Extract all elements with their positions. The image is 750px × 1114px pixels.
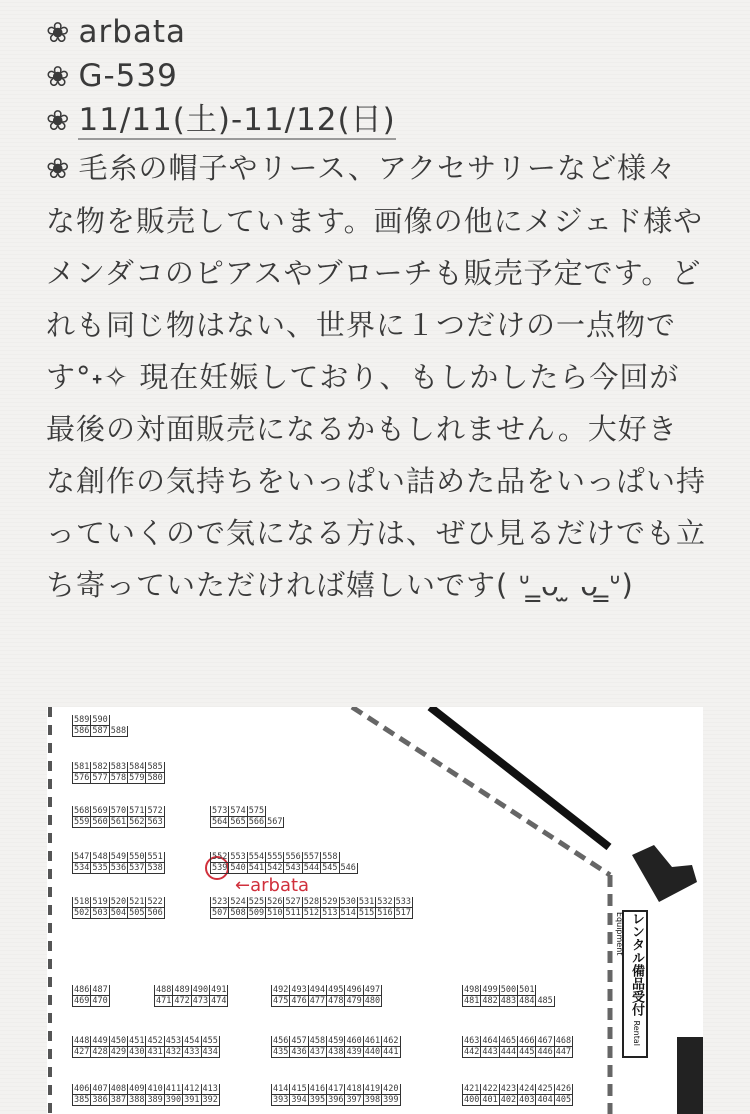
- booth-row-top: [72, 1036, 220, 1047]
- booth-number: 527: [285, 897, 301, 907]
- booth-number: 455: [202, 1036, 218, 1046]
- booth-number: 509: [248, 908, 265, 918]
- booth-number: 423: [500, 1084, 517, 1094]
- flower-icon: ❀: [46, 16, 71, 49]
- booth-number: 394: [291, 1095, 307, 1105]
- booth-block: [462, 985, 555, 1005]
- booth-number: 543: [285, 863, 301, 873]
- booth-number: 422: [482, 1084, 498, 1094]
- booth-number: 588: [110, 726, 127, 736]
- booth-number: 428: [92, 1047, 108, 1057]
- pillar-shape: [677, 1037, 703, 1114]
- booth-row-top: [271, 985, 382, 996]
- booth-block: [72, 852, 165, 872]
- booth-number: 546: [340, 863, 356, 873]
- booth-number: 585: [147, 762, 163, 772]
- booth-number: 580: [147, 773, 163, 783]
- booth-number: 442: [464, 1047, 480, 1057]
- booth-number: 502: [74, 908, 90, 918]
- booth-number: 513: [322, 908, 338, 918]
- booth-number: 577: [92, 773, 108, 783]
- booth-number: 464: [482, 1036, 498, 1046]
- booth-number: 506: [147, 908, 163, 918]
- booth-number: 453: [165, 1036, 182, 1046]
- booth-number: 425: [537, 1084, 553, 1094]
- booth-block: [154, 985, 228, 1005]
- booth-number: 448: [74, 1036, 90, 1046]
- booth-number: 431: [147, 1047, 163, 1057]
- booth-number: 526: [267, 897, 283, 907]
- booth-number: 462: [383, 1036, 399, 1046]
- booth-number: 545: [322, 863, 338, 873]
- booth-row-bottom: [72, 908, 165, 919]
- booth-number: 566: [248, 817, 265, 827]
- booth-row-bottom: [72, 773, 165, 784]
- booth-number: 385: [74, 1095, 90, 1105]
- booth-block: [210, 897, 413, 917]
- booth-number: 531: [358, 897, 375, 907]
- booth-number: 528: [303, 897, 320, 907]
- booth-number: 484: [519, 996, 535, 1006]
- booth-row-top: [72, 762, 165, 773]
- booth-number: 436: [291, 1047, 307, 1057]
- booth-number: 397: [346, 1095, 362, 1105]
- booth-number: 586: [74, 726, 90, 736]
- booth-number: 457: [291, 1036, 307, 1046]
- booth-number: 508: [230, 908, 246, 918]
- booth-number: 419: [364, 1084, 381, 1094]
- booth-row-top: [462, 1036, 573, 1047]
- booth-number: 516: [377, 908, 393, 918]
- venue-map: [47, 707, 703, 1114]
- booth-number: 576: [74, 773, 90, 783]
- booth-number: 584: [129, 762, 145, 772]
- booth-number: 416: [309, 1084, 326, 1094]
- booth-number: 400: [464, 1095, 480, 1105]
- rental-equipment-sign: [615, 910, 648, 1058]
- booth-number: 393: [273, 1095, 289, 1105]
- booth-number: 550: [129, 852, 145, 862]
- booth-number: 451: [129, 1036, 145, 1046]
- booth-number: 429: [110, 1047, 127, 1057]
- booth-number: 533: [395, 897, 411, 907]
- booth-number: 446: [537, 1047, 553, 1057]
- booth-number: 437: [309, 1047, 326, 1057]
- booth-number: 554: [248, 852, 265, 862]
- booth-number: 524: [230, 897, 246, 907]
- booth-number: 496: [346, 985, 362, 995]
- booth-number: 390: [165, 1095, 182, 1105]
- booth-number: 438: [328, 1047, 344, 1057]
- booth-number: 450: [110, 1036, 127, 1046]
- booth-number: 412: [184, 1084, 200, 1094]
- booth-number: 472: [174, 996, 190, 1006]
- booth-row-bottom: [210, 863, 358, 874]
- booth-number: 388: [129, 1095, 145, 1105]
- booth-number: 505: [129, 908, 145, 918]
- booth-number: 489: [174, 985, 190, 995]
- booth-number: 479: [346, 996, 362, 1006]
- booth-number: 535: [92, 863, 108, 873]
- booth-number: 570: [110, 806, 127, 816]
- booth-row-bottom: [154, 996, 228, 1007]
- entrance-shape: [632, 845, 697, 902]
- booth-row-bottom: [462, 996, 555, 1007]
- booth-number: 582: [92, 762, 108, 772]
- booth-number: 498: [464, 985, 480, 995]
- booth-number: 441: [383, 1047, 399, 1057]
- booth-number: 547: [74, 852, 90, 862]
- booth-number: 589: [74, 715, 90, 725]
- booth-number: 469: [74, 996, 90, 1006]
- shop-line: [46, 10, 706, 54]
- booth-number: 572: [147, 806, 163, 816]
- booth-number: 410: [147, 1084, 163, 1094]
- booth-number: 477: [309, 996, 326, 1006]
- booth-number: 482: [482, 996, 498, 1006]
- booth-number: 478: [328, 996, 344, 1006]
- booth-number: 470: [92, 996, 108, 1006]
- booth-number: 447: [555, 1047, 572, 1057]
- booth-number: 445: [519, 1047, 535, 1057]
- booth-number: 409: [129, 1084, 145, 1094]
- booth-row-top: [72, 806, 165, 817]
- booth-number: 395: [309, 1095, 326, 1105]
- booth-row-top: [462, 1084, 573, 1095]
- rental-sublabel: Rental Equipment: [615, 912, 641, 1046]
- booth-number: 559: [74, 817, 90, 827]
- booth-block: [271, 1084, 401, 1104]
- booth-number: 561: [110, 817, 127, 827]
- booth-number: 456: [273, 1036, 289, 1046]
- booth-number: 458: [309, 1036, 326, 1046]
- booth-row-top: [271, 1036, 401, 1047]
- booth-number: 571: [129, 806, 145, 816]
- booth-row-top: [72, 852, 165, 863]
- booth-number: 548: [92, 852, 108, 862]
- booth-number: 414: [273, 1084, 289, 1094]
- booth-number: 512: [303, 908, 320, 918]
- booth-number: 467: [537, 1036, 553, 1046]
- booth-row-bottom: [72, 1095, 220, 1106]
- booth-number: 399: [383, 1095, 399, 1105]
- booth-number: 494: [309, 985, 326, 995]
- booth-number: 499: [482, 985, 498, 995]
- booth-row-top: [210, 806, 284, 817]
- booth-row-bottom: [72, 996, 110, 1007]
- booth-number: 434: [202, 1047, 218, 1057]
- booth-number: 492: [273, 985, 289, 995]
- booth-row-top: [271, 1084, 401, 1095]
- booth-number: 538: [147, 863, 163, 873]
- booth-block: [72, 1036, 220, 1056]
- booth-number: 444: [500, 1047, 517, 1057]
- booth-block: [72, 1084, 220, 1104]
- booth-number: 493: [291, 985, 307, 995]
- booth-row-bottom: [462, 1095, 573, 1106]
- booth-number: 401: [482, 1095, 498, 1105]
- booth-number: 433: [184, 1047, 200, 1057]
- booth-row-bottom: [72, 726, 128, 737]
- booth-number: 565: [230, 817, 246, 827]
- booth-number: 542: [267, 863, 283, 873]
- booth-row-top: [210, 852, 358, 863]
- booth-block-highlighted: [210, 852, 358, 872]
- booth-number: 490: [192, 985, 209, 995]
- booth-number: 555: [267, 852, 283, 862]
- shop-name: arbata: [78, 14, 187, 50]
- booth-row-bottom: [271, 1047, 401, 1058]
- booth-number: 491: [211, 985, 227, 995]
- booth-number: 553: [230, 852, 246, 862]
- flower-icon: ❀: [46, 60, 71, 93]
- booth-number: 466: [519, 1036, 535, 1046]
- booth-number: 435: [273, 1047, 289, 1057]
- booth-block: [72, 806, 165, 826]
- booth-number: 413: [202, 1084, 218, 1094]
- booth-number: 389: [147, 1095, 163, 1105]
- booth-block: [271, 1036, 401, 1056]
- booth-number: 471: [156, 996, 172, 1006]
- booth-number: 459: [328, 1036, 344, 1046]
- booth-number: 514: [340, 908, 356, 918]
- booth-row-bottom: [462, 1047, 573, 1058]
- booth-row-top: [72, 985, 110, 996]
- booth-number: 525: [248, 897, 265, 907]
- booth-number: 504: [110, 908, 127, 918]
- booth-number: 537: [129, 863, 145, 873]
- booth-number: 386: [92, 1095, 108, 1105]
- booth-block: [271, 985, 382, 1005]
- booth-number: 521: [129, 897, 145, 907]
- booth-block: [72, 985, 110, 1005]
- booth-row-bottom: [271, 996, 382, 1007]
- diagonal-wall-line: [352, 707, 610, 875]
- booth-number: 515: [358, 908, 375, 918]
- booth-number: 396: [328, 1095, 344, 1105]
- booth-number: 579: [129, 773, 145, 783]
- booth-number: 549: [110, 852, 127, 862]
- booth-number: 519: [92, 897, 108, 907]
- booth-number: 411: [165, 1084, 182, 1094]
- booth-number: 407: [92, 1084, 108, 1094]
- booth-number: 522: [147, 897, 163, 907]
- booth-number: 473: [192, 996, 209, 1006]
- booth-row-top: [72, 715, 128, 726]
- booth-number: 398: [364, 1095, 381, 1105]
- booth-number: 503: [92, 908, 108, 918]
- booth-number: 418: [346, 1084, 362, 1094]
- booth-number: 557: [303, 852, 320, 862]
- booth-number: 540: [230, 863, 246, 873]
- booth-row-top: [72, 897, 165, 908]
- booth-number: 560: [92, 817, 108, 827]
- booth-number: 387: [110, 1095, 127, 1105]
- booth-number: 530: [340, 897, 356, 907]
- booth-number: 424: [519, 1084, 535, 1094]
- booth-number: 406: [74, 1084, 90, 1094]
- booth-number: 567: [267, 817, 283, 827]
- booth-number: 405: [555, 1095, 572, 1105]
- booth-row-top: [210, 897, 413, 908]
- booth-number: 511: [285, 908, 301, 918]
- booth-number: 463: [464, 1036, 480, 1046]
- booth-number: 476: [291, 996, 307, 1006]
- booth-number: 488: [156, 985, 172, 995]
- description-text: 毛糸の帽子やリース、アクセサリーなど様々な物を販売しています。画像の他にメジェド様やメンダコのピアスやブローチも販売予定です。どれも同じ物はない、世界に１つだけの一点物です°˖✧ 現在妊娠しており、もしかしたら今回が最後の対面販売になるかもしれません。大好きな創作の気持ちをいっぱい詰めた品をいっぱい持っていくので気になる方は、ぜひ見るだけでも立ち寄っていただければ嬉しいです( ᐡ ̳ᴗ ̫ ᴗ ̳ᐡ): [46, 151, 707, 602]
- booth-number: 485: [537, 996, 553, 1006]
- flower-icon: ❀: [46, 152, 71, 185]
- booth-number: 562: [129, 817, 145, 827]
- booth-number: 443: [482, 1047, 498, 1057]
- booth-number: 558: [322, 852, 338, 862]
- booth-row-bottom: [210, 908, 413, 919]
- booth-number: 583: [110, 762, 127, 772]
- booth-number: 581: [74, 762, 90, 772]
- booth-number: 486: [74, 985, 90, 995]
- note-text: [46, 10, 707, 602]
- booth-number: 420: [383, 1084, 399, 1094]
- booth-number: 510: [267, 908, 283, 918]
- booth-number: 465: [500, 1036, 517, 1046]
- booth-row-top: [462, 985, 555, 996]
- booth-number: 452: [147, 1036, 163, 1046]
- booth-number: 427: [74, 1047, 90, 1057]
- booth-number: 551: [147, 852, 163, 862]
- booth-number: 417: [328, 1084, 344, 1094]
- booth-row-top: [72, 1084, 220, 1095]
- booth-number: 501: [519, 985, 535, 995]
- booth-number: 587: [92, 726, 108, 736]
- booth-row-bottom: [210, 817, 284, 828]
- booth-number: 500: [500, 985, 517, 995]
- booth-block: [210, 806, 284, 826]
- booth-row-bottom: [72, 863, 165, 874]
- booth-number: 536: [110, 863, 127, 873]
- booth-number: 517: [395, 908, 411, 918]
- rental-label: レンタル備品受付: [629, 912, 644, 1016]
- booth-number: 439: [346, 1047, 362, 1057]
- flower-icon: ❀: [46, 104, 71, 137]
- booth-number: 578: [110, 773, 127, 783]
- booth-number: 483: [500, 996, 517, 1006]
- date-line: [46, 98, 706, 142]
- booth-number: 432: [165, 1047, 182, 1057]
- booth-number: 529: [322, 897, 338, 907]
- booth-number: 518: [74, 897, 90, 907]
- booth-number: 569: [92, 806, 108, 816]
- booth-number: 539: [212, 863, 228, 873]
- booth-number: 392: [202, 1095, 218, 1105]
- booth-number: 468: [555, 1036, 572, 1046]
- booth-block: [72, 715, 128, 735]
- booth-number: 575: [248, 806, 265, 816]
- booth-number: 449: [92, 1036, 108, 1046]
- booth-block: [462, 1084, 573, 1104]
- booth-number: 430: [129, 1047, 145, 1057]
- description-line: [46, 142, 707, 602]
- booth-number: 497: [364, 985, 381, 995]
- booth-number: 415: [291, 1084, 307, 1094]
- booth-number: 480: [364, 996, 381, 1006]
- booth-number: 568: [74, 806, 90, 816]
- booth-number: 574: [230, 806, 246, 816]
- booth-number: 426: [555, 1084, 572, 1094]
- booth-number: 590: [92, 715, 108, 725]
- booth-number: 460: [346, 1036, 362, 1046]
- booth-number: 556: [285, 852, 301, 862]
- booth-number: 552: [212, 852, 228, 862]
- booth-number: 507: [212, 908, 228, 918]
- booth-number: 454: [184, 1036, 200, 1046]
- booth-line: [46, 54, 706, 98]
- booth-number: 404: [537, 1095, 553, 1105]
- booth-number: 523: [212, 897, 228, 907]
- booth-number: 487: [92, 985, 108, 995]
- booth-number: 475: [273, 996, 289, 1006]
- booth-number: 563: [147, 817, 163, 827]
- booth-number: 544: [303, 863, 320, 873]
- outer-wall-line: [430, 707, 609, 847]
- booth-number: 532: [377, 897, 393, 907]
- booth-block: [462, 1036, 573, 1056]
- booth-number: 495: [328, 985, 344, 995]
- booth-row-bottom: [271, 1095, 401, 1106]
- booth-row-bottom: [72, 817, 165, 828]
- booth-number: 564: [212, 817, 228, 827]
- booth-number: 573: [212, 806, 228, 816]
- booth-block: [72, 762, 165, 782]
- booth-number: 474: [211, 996, 227, 1006]
- booth-row-bottom: [72, 1047, 220, 1058]
- booth-number: 408: [110, 1084, 127, 1094]
- booth-number: 541: [248, 863, 265, 873]
- booth-number: 534: [74, 863, 90, 873]
- booth-number: 520: [110, 897, 127, 907]
- booth-number: 391: [184, 1095, 200, 1105]
- booth-block: [72, 897, 165, 917]
- booth-row-top: [154, 985, 228, 996]
- booth-number: 461: [364, 1036, 381, 1046]
- booth-number: G-539: [78, 58, 178, 94]
- booth-number: 440: [364, 1047, 381, 1057]
- booth-number: 481: [464, 996, 480, 1006]
- booth-number: 403: [519, 1095, 535, 1105]
- booth-number: 402: [500, 1095, 517, 1105]
- booth-number: 421: [464, 1084, 480, 1094]
- arbata-arrow-label: ←arbata: [235, 875, 310, 896]
- event-date-link[interactable]: 11/11(土)-11/12(日): [78, 102, 396, 138]
